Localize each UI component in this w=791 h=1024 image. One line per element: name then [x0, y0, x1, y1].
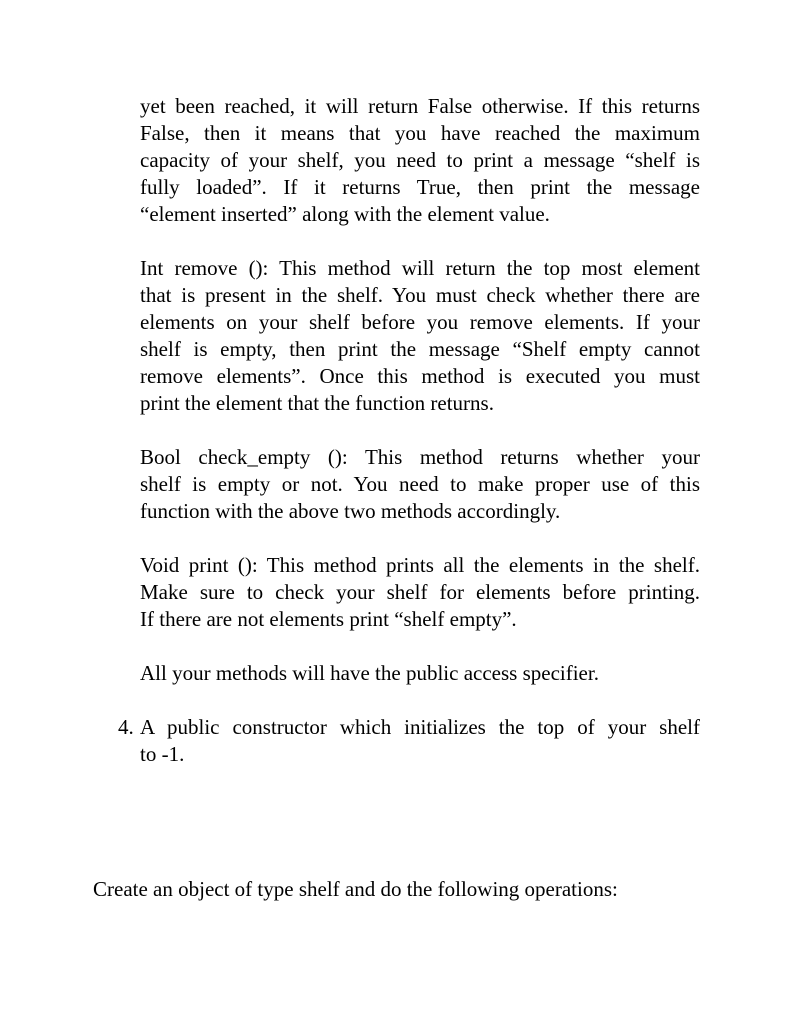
remove-method-paragraph: [140, 255, 700, 417]
text-line: elements on your shelf before you remove elements. If your: [140, 310, 700, 334]
text-line: to -1.: [140, 742, 185, 766]
text-line: A public constructor which initializes the top of your shelf: [140, 715, 700, 739]
print-method-paragraph: [140, 552, 700, 633]
text-line: Bool check_empty (): This method returns whether your: [140, 445, 700, 469]
text-line: shelf is empty or not. You need to make proper use of this: [140, 472, 700, 496]
text-line: function with the above two methods accordingly.: [140, 499, 561, 523]
text-line: shelf is empty, then print the message “Shelf empty cannot: [140, 337, 700, 361]
access-specifier-paragraph: [140, 660, 700, 687]
text-line: Void print (): This method prints all the elements in the shelf.: [140, 553, 700, 577]
text-line: All your methods will have the public access specifier.: [140, 661, 599, 685]
text-line: that is present in the shelf. You must check whether there are: [140, 283, 700, 307]
text-line: capacity of your shelf, you need to print a message “shelf is: [140, 148, 700, 172]
text-line: Make sure to check your shelf for elements before printing.: [140, 580, 700, 604]
text-line: False, then it means that you have reached the maximum: [140, 121, 700, 145]
text-line: fully loaded”. If it returns True, then print the message: [140, 175, 700, 199]
text-line: remove elements”. Once this method is executed you must: [140, 364, 700, 388]
text-line: If there are not elements print “shelf empty”.: [140, 607, 517, 631]
text-line: “element inserted” along with the element value.: [140, 202, 550, 226]
text-line: Int remove (): This method will return the top most element: [140, 256, 700, 280]
check-empty-method-paragraph: [140, 444, 700, 525]
list-number: 4.: [118, 715, 134, 739]
insert-description-paragraph: [140, 93, 700, 228]
text-line: print the element that the function returns.: [140, 391, 494, 415]
text-line: yet been reached, it will return False otherwise. If this returns: [140, 94, 700, 118]
instruction-text: Create an object of type shelf and do the following operations:: [93, 877, 618, 901]
